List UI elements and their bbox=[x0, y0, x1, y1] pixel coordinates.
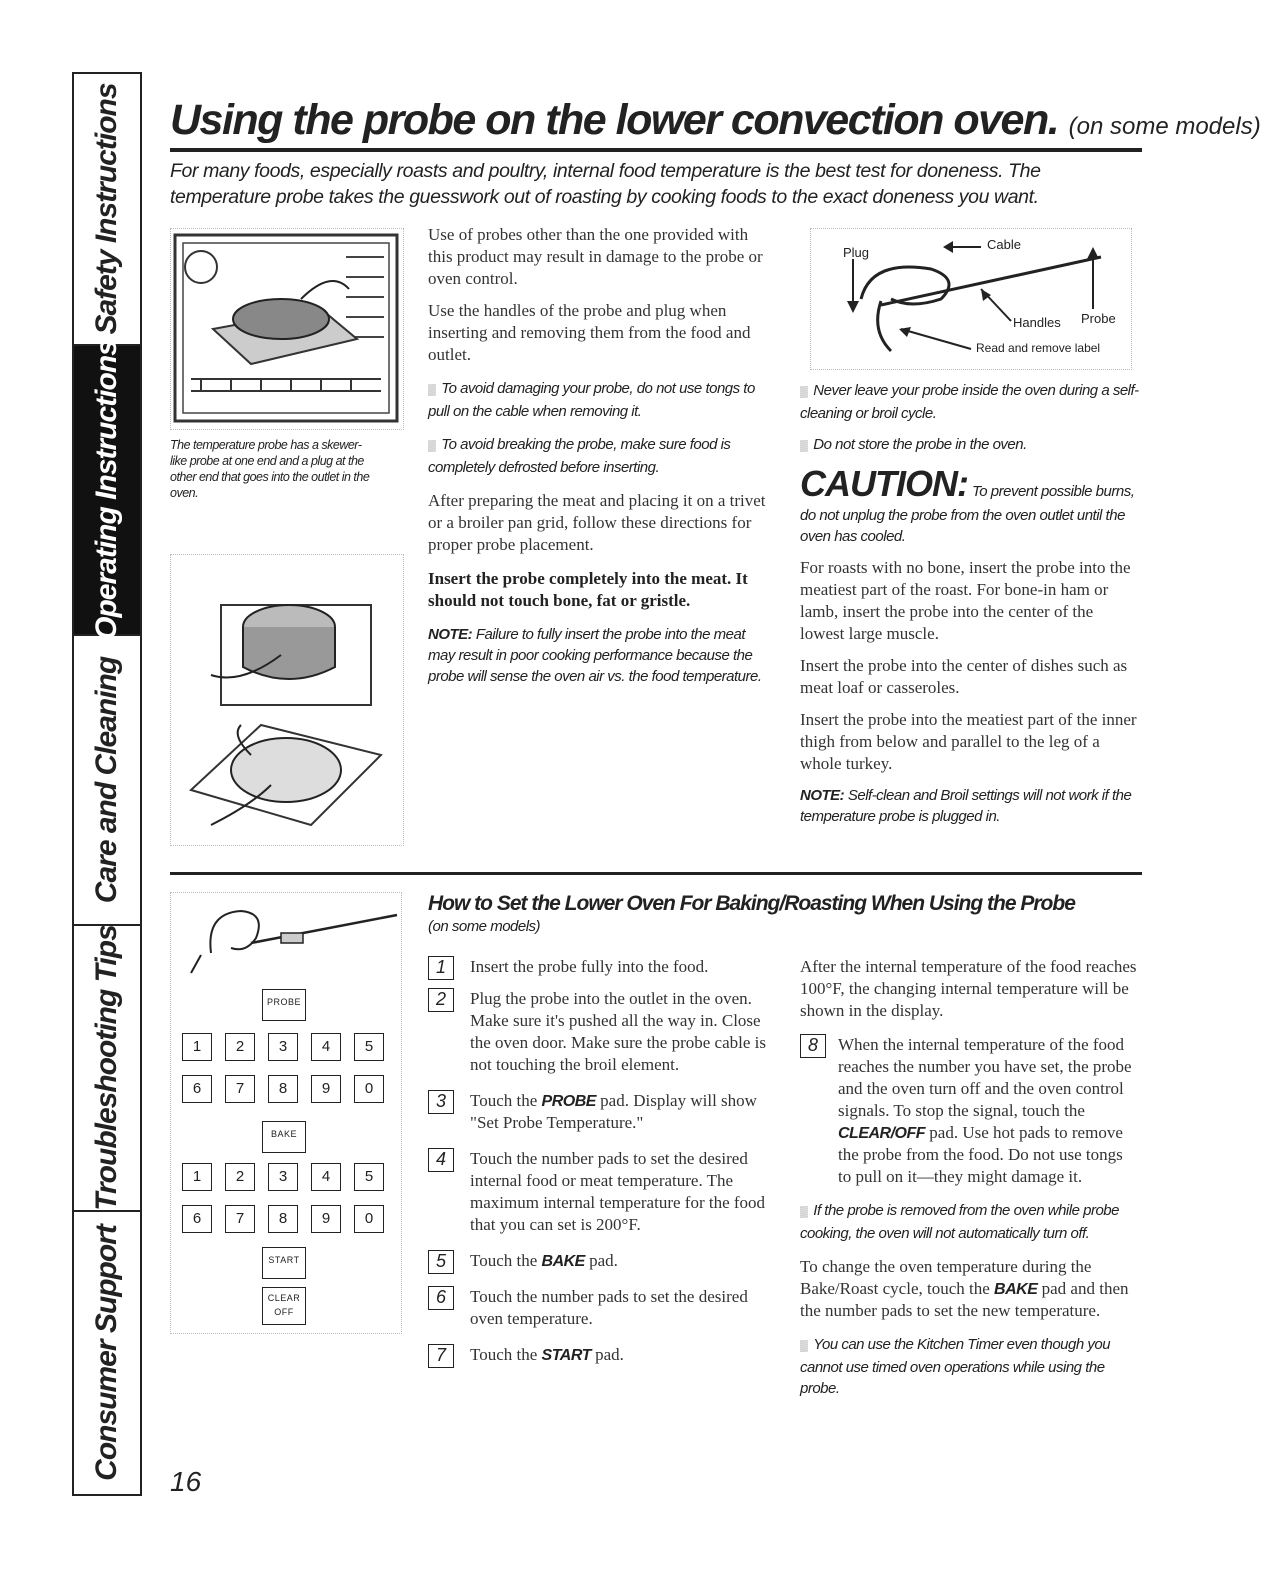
title-note: (on some models) bbox=[1068, 113, 1261, 140]
probe-diagram bbox=[810, 228, 1132, 370]
key-7[interactable]: 7 bbox=[225, 1075, 255, 1103]
key-0-second[interactable]: 0 bbox=[354, 1205, 384, 1233]
col3-bullet-2: ▒ Do not store the probe in the oven. bbox=[800, 434, 1140, 457]
probe-key[interactable]: PROBE bbox=[262, 989, 306, 1021]
column-3 bbox=[800, 380, 1140, 827]
step-number: 3 bbox=[428, 1090, 454, 1114]
key-9[interactable]: 9 bbox=[311, 1075, 341, 1103]
probe-key-ref: PROBE bbox=[541, 1093, 596, 1110]
step-number: 1 bbox=[428, 956, 454, 980]
col2-paragraph-3: After preparing the meat and placing it on a trivet or a broiler pan grid, follow these directions for proper probe placement. bbox=[428, 491, 766, 554]
col2-bold-instruction: Insert the probe completely into the meat. It should not touch bone, fat or gristle. bbox=[428, 569, 748, 610]
step-1: 1 Insert the probe fully into the food. bbox=[428, 956, 778, 978]
page-title: Using the probe on the lower convection oven. (on some models) bbox=[170, 96, 1261, 144]
step-3: 3 Touch the PROBE pad. Display will show "Set Probe Temperature." bbox=[428, 1090, 778, 1134]
bake-key[interactable]: BAKE bbox=[262, 1121, 306, 1153]
tab-operating-instructions[interactable]: Operating Instructions bbox=[74, 346, 140, 636]
start-key-ref: START bbox=[541, 1347, 591, 1364]
key-8[interactable]: 8 bbox=[268, 1075, 298, 1103]
tab-troubleshooting-tips[interactable]: Troubleshooting Tips bbox=[74, 926, 140, 1212]
step-2: 2 Plug the probe into the outlet in the oven. Make sure it's pushed all the way in. Close the oven door. Make sure the probe cable is not touching the broil element. bbox=[428, 988, 778, 1076]
step-number: 5 bbox=[428, 1250, 454, 1274]
oven-roast-illustration bbox=[170, 228, 404, 430]
caution-text-1: To prevent possible burns, bbox=[971, 483, 1135, 500]
label-probe: Probe bbox=[1081, 311, 1116, 326]
step-4: 4 Touch the number pads to set the desired internal food or meat temperature. The maximum internal temperature for the food that you can set is 200°F. bbox=[428, 1148, 778, 1236]
key-7-second[interactable]: 7 bbox=[225, 1205, 255, 1233]
key-5[interactable]: 5 bbox=[354, 1033, 384, 1061]
step-5: 5 Touch the BAKE pad. bbox=[428, 1250, 778, 1272]
title-rule bbox=[170, 148, 1142, 152]
caution-text-2: do not unplug the probe from the oven outlet until the oven has cooled. bbox=[800, 507, 1125, 545]
keypad-illustration bbox=[170, 892, 402, 1334]
section-2-subtitle: (on some models) bbox=[428, 918, 541, 935]
key-2[interactable]: 2 bbox=[225, 1033, 255, 1061]
label-read-remove: Read and remove label bbox=[976, 341, 1101, 355]
col2-bullet-1: ▒ To avoid damaging your probe, do not use tongs to pull on the cable when removing it. bbox=[428, 378, 773, 422]
step-8: 8 When the internal temperature of the food reaches the number you have set, the probe and the oven turn off and the oven control signals. To stop the signal, touch the CLEAR/OFF pad. Use hot pads to remove the probe from the food. Do not use tongs to pull on it—they might damage it. bbox=[800, 1034, 1140, 1188]
bake-key-ref: BAKE bbox=[541, 1253, 585, 1270]
tab-care-and-cleaning[interactable]: Care and Cleaning bbox=[74, 636, 140, 926]
step-number: 2 bbox=[428, 988, 454, 1012]
steps-list bbox=[428, 956, 778, 1366]
label-plug: Plug bbox=[843, 245, 870, 260]
start-key[interactable]: START bbox=[262, 1247, 306, 1279]
intro-text: For many foods, especially roasts and poultry, internal food temperature is the best test for doneness. The temperature probe takes the guesswork out of roasting by cooking foods to the exact doneness you want. bbox=[170, 160, 1041, 208]
caution-block bbox=[800, 463, 1140, 547]
step-number: 8 bbox=[800, 1034, 826, 1058]
label-cable: Cable bbox=[987, 237, 1021, 252]
section-divider bbox=[170, 872, 1142, 875]
probe-placement-illustration bbox=[170, 554, 404, 846]
right-paragraph-2: To change the oven temperature during the Bake/Roast cycle, touch the BAKE pad and then the number pads to set the new temperature. bbox=[800, 1257, 1129, 1320]
col2-paragraph-2: Use the handles of the probe and plug when inserting and removing them from the food and outlet. bbox=[428, 301, 751, 364]
section-2-title: How to Set the Lower Oven For Baking/Roasting When Using the Probe bbox=[428, 892, 1075, 915]
key-1[interactable]: 1 bbox=[182, 1033, 212, 1061]
key-5-second[interactable]: 5 bbox=[354, 1163, 384, 1191]
sidebar-tabs bbox=[72, 72, 142, 1496]
clear-off-key-ref: CLEAR/OFF bbox=[838, 1125, 926, 1142]
key-1-second[interactable]: 1 bbox=[182, 1163, 212, 1191]
clear-off-key[interactable]: CLEAR OFF bbox=[262, 1287, 306, 1325]
key-3-second[interactable]: 3 bbox=[268, 1163, 298, 1191]
key-6-second[interactable]: 6 bbox=[182, 1205, 212, 1233]
key-4[interactable]: 4 bbox=[311, 1033, 341, 1061]
section-2-header bbox=[428, 892, 1148, 937]
column-right bbox=[800, 956, 1140, 1399]
key-9-second[interactable]: 9 bbox=[311, 1205, 341, 1233]
step-number: 6 bbox=[428, 1286, 454, 1310]
col2-paragraph-1: Use of probes other than the one provided with this product may result in damage to the probe or oven control. bbox=[428, 225, 763, 288]
col3-paragraph-3: Insert the probe into the meatiest part of the inner thigh from below and parallel to the leg of a whole turkey. bbox=[800, 710, 1137, 773]
right-paragraph-1: After the internal temperature of the food reaches 100°F, the changing internal temperature will be shown in the display. bbox=[800, 957, 1137, 1020]
step-number: 4 bbox=[428, 1148, 454, 1172]
col3-paragraph-1: For roasts with no bone, insert the probe into the meatiest part of the roast. For bone-in ham or lamb, insert the probe into the center of the lowest large muscle. bbox=[800, 558, 1131, 643]
step-6: 6 Touch the number pads to set the desired oven temperature. bbox=[428, 1286, 778, 1330]
col2-bullet-2: ▒ To avoid breaking the probe, make sure food is completely defrosted before inserting. bbox=[428, 434, 773, 478]
right-bullet-1: ▒ If the probe is removed from the oven while probe cooking, the oven will not automatically turn off. bbox=[800, 1200, 1140, 1244]
label-handles: Handles bbox=[1013, 315, 1061, 330]
tab-consumer-support[interactable]: Consumer Support bbox=[90, 1225, 123, 1481]
key-2-second[interactable]: 2 bbox=[225, 1163, 255, 1191]
page-number: 16 bbox=[170, 1466, 202, 1497]
col3-note: NOTE: Self-clean and Broil settings will not work if the temperature probe is plugged in. bbox=[800, 787, 1132, 825]
column-2 bbox=[428, 224, 773, 687]
key-3[interactable]: 3 bbox=[268, 1033, 298, 1061]
col3-paragraph-2: Insert the probe into the center of dishes such as meat loaf or casseroles. bbox=[800, 656, 1128, 697]
key-6[interactable]: 6 bbox=[182, 1075, 212, 1103]
step-number: 7 bbox=[428, 1344, 454, 1368]
step-7: 7 Touch the START pad. bbox=[428, 1344, 778, 1366]
figure-caption: The temperature probe has a skewer-like probe at one end and a plug at the other end that goes into the outlet in the oven. bbox=[170, 438, 370, 500]
col2-note: NOTE: Failure to fully insert the probe into the meat may result in poor cooking performance because the probe will sense the oven air vs. the food temperature. bbox=[428, 626, 762, 685]
caution-heading: CAUTION: bbox=[800, 463, 968, 504]
tab-safety-instructions[interactable]: Safety Instructions bbox=[74, 74, 140, 346]
key-8-second[interactable]: 8 bbox=[268, 1205, 298, 1233]
key-0[interactable]: 0 bbox=[354, 1075, 384, 1103]
bake-key-ref-2: BAKE bbox=[994, 1281, 1038, 1298]
key-4-second[interactable]: 4 bbox=[311, 1163, 341, 1191]
right-bullet-2: ▒ You can use the Kitchen Timer even though you cannot use timed oven operations while using the probe. bbox=[800, 1334, 1140, 1399]
col3-bullet-1: ▒ Never leave your probe inside the oven during a self-cleaning or broil cycle. bbox=[800, 380, 1140, 424]
